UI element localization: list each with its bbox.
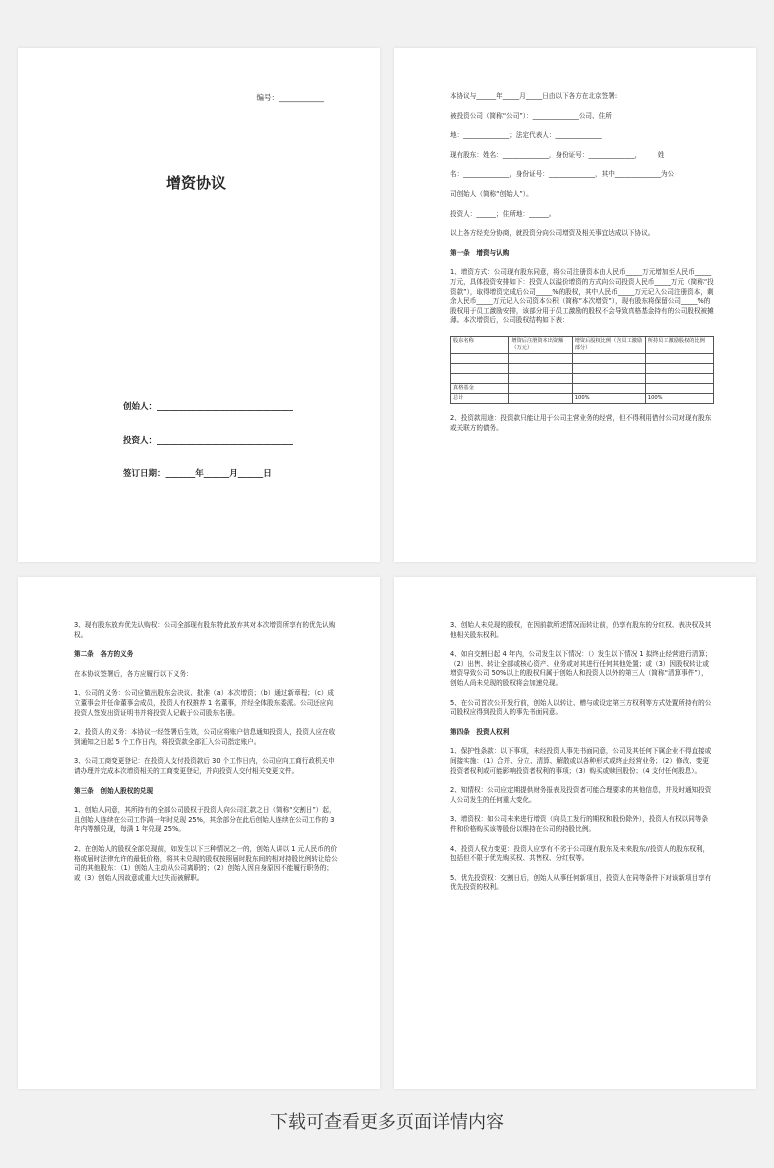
paragraph: 在本协议签署后，各方应履行以下义务： [74, 669, 193, 678]
paragraph: 地：______________；法定代表人：______________ [450, 131, 602, 140]
heading-article-1: 第一条 增资与认购 [450, 248, 510, 257]
table-header-cell: 增资后股权比例（含员工激励部分） [572, 336, 645, 353]
paragraph: 以上各方经充分协商，就投资分向公司增资及相关事宜达成以下协议。 [450, 229, 655, 238]
document-title: 增资协议 [166, 174, 227, 192]
paragraph: 2、知情权：公司应定期提供财务报表及投资者可能合理要求的其他信息，并及时通知投资人公司发生的任何重大变化。 [450, 786, 712, 804]
table-header-cell: 所持员工激励股权的比例 [645, 336, 713, 353]
table-row [451, 353, 714, 363]
paragraph: 3、增资权：如公司未来进行增资（向员工发行的期权和股份除外），投资人有权以同等条件和价格购买该等股份以维持在公司的持股比例。 [450, 815, 709, 833]
download-hint: 下载可查看更多页面详情内容 [270, 1112, 504, 1133]
paragraph: 3、现有股东放弃优先认购权：公司全部现有股东特此放弃其对本次增资所享有的优先认购权。 [74, 621, 336, 639]
document-number: 编号：____________ [256, 93, 324, 102]
page-3-body [74, 621, 338, 893]
paragraph: 现有股东：姓名：______________，身份证号：______________， 姓 [450, 150, 665, 159]
paragraph: 1、保护性条款：以下事项，未经投资人事先书面同意，公司及其任何下属企业不得直接或间接实施：（1）合并、分立、清算、解散或以各种形式或终止经营业务；（2）修改、变更投资者权利或可能影响投资者权利的事项；（3）购买或赎回股份；（4 支付任何股息）。 [450, 747, 712, 775]
page-2-body [450, 92, 714, 443]
paragraph: 1、公司的义务：公司应做出股东会决议、批准（a）本次增资；（b）通过新章程；（c）成立董事会并任命董事会成员，投资人有权推荐 1 名董事，并经全体股东委派。公司还应向投资人签发出资证明书并将投资人记载于公司股东名册。 [74, 689, 335, 717]
table-header-row [451, 336, 714, 353]
clause-1-1: 1、增资方式：公司现有股东同意，将公司注册资本由人民币_____万元增加至人民币_____万元，具体投资安排如下：投资人以溢价增资的方式向公司投资人民币_____万元（简称“投资款”），取得增资完成后公司_____%的股权，其中人民币_____万元记入公司注册资本，剩余人民币_____万元记入公司资本公积（简称“本次增资”），现有股东将保留公司_____%的股权用于员工激励安排，该部分用于员工激励的股权不会导致真格基金持有的公司股权被摊薄。本次增资后，公司股权结构如下表： [450, 268, 714, 325]
clause-1-2: 2、投资款用途：投资款只能让用于公司主营业务的经营，但不得利用借付公司对现有股东或关联方的债务。 [450, 413, 712, 432]
equity-structure-table [450, 336, 714, 404]
paragraph: 本协议与______年_____月_____日由以下各方在北京签署: [450, 92, 618, 100]
paragraph: 司创始人（简称“创始人”）。 [450, 189, 533, 198]
page-2 [394, 48, 756, 562]
investor-signature-line: 投资人：________________________________ [123, 436, 294, 446]
section-heading: 第四条 投资人权利 [450, 727, 510, 736]
table-row-fund: 真格基金 [451, 383, 714, 393]
paragraph: 2、在创始人的股权全部兑现前，如发生以下三种情况之一的，创始人讲以 1 元人民币的价格或届时法律允许的最低价格，将其未兑现的股权按照届时股东间的相对持股比例转让给公司的其他股东：（1）创始人主动从公司离职的；（2）创始人因自身原因不能履行职务的；或（3）创始人因故意或重大过失而被解职。 [74, 844, 338, 882]
paragraph: 4、如自交割日起 4 年内，公司发生以下情况：（）发生以下情况 1 拟终止经营进行清算；（2）出售、转让全部或核心资产、业务或对其进行任何其他处置；或（3）因股权转让或增资导致公司 50%以上的股权归属于创始人和投资人以外的第三人（简称“清算事件”），创始人尚未兑现的股权将会加速兑现。 [450, 650, 712, 687]
founder-signature-line: 创始人：________________________________ [123, 402, 294, 412]
page-4 [394, 577, 756, 1089]
table-row [451, 363, 714, 373]
intro-paragraphs [450, 92, 714, 239]
page-3 [18, 577, 380, 1089]
section-heading: 第三条 创始人股权的兑现 [74, 786, 154, 795]
paragraph: 2、投资人的义务：本协议一经签署后生效，公司应将账户信息通知投资人，投资人应在收到通知之日起 5 个工作日内，将投资款全部汇入公司指定账户。 [74, 728, 336, 746]
paragraph: 4、投资人权力变更：投资人应享有不劣于公司现有股东及未来股东//投资人的股东权利，包括但不限于优先购买权、共售权、分红权等。 [450, 844, 710, 863]
paragraph: 名：______________，身份证号：______________，其中______________为公 [450, 170, 675, 179]
paragraph: 1、创始人同意，其所持有的全部公司股权于投资人向公司汇款之日（简称“交割日”）起，且创始人连续在公司工作满一年时兑现 25%，其余部分在此后创始人连续在公司工作的 3 年内等额兑现，每满 1 年兑现 25%。 [74, 806, 336, 834]
page-cover [18, 48, 380, 562]
page-4-body [450, 621, 714, 903]
paragraph: 投资人：______；住所地：______。 [450, 209, 556, 218]
paragraph: 3、公司工商变更登记：在投资人支付投资款后 30 个工作日内，公司应向工商行政机关申请办理并完成本次增资相关的工商变更登记，并向投资人交付相关变更文件。 [74, 757, 335, 775]
paragraph: 3、创始人未兑现的股权，在因前款所述情况而转让前，仍享有股东的分红权、表决权及其他相关股东权利。 [450, 621, 712, 639]
section-heading: 第二条 各方的义务 [74, 650, 134, 659]
table-row [451, 373, 714, 383]
paragraph: 5、优先投资权：交割日后，创始人从事任何新项目，投资人在同等条件下对该新项目享有优先投资的权利。 [450, 873, 712, 892]
table-row-total: 总计 100% 100% [451, 393, 714, 403]
paragraph: 5、在公司首次公开发行前，创始人以转让、赠与或设定第三方权利等方式处置所持有的公司股权应得到投资人的事先书面同意。 [450, 698, 712, 717]
table-header-cell: 增资后注册资本出资额（万元） [509, 336, 572, 353]
table-header-cell: 股东名称 [451, 336, 509, 353]
sign-date-line: 签订日期：_______年______月______日 [123, 469, 272, 479]
paragraph: 被投资公司（简称“公司”）：______________公司、住所 [450, 111, 612, 120]
